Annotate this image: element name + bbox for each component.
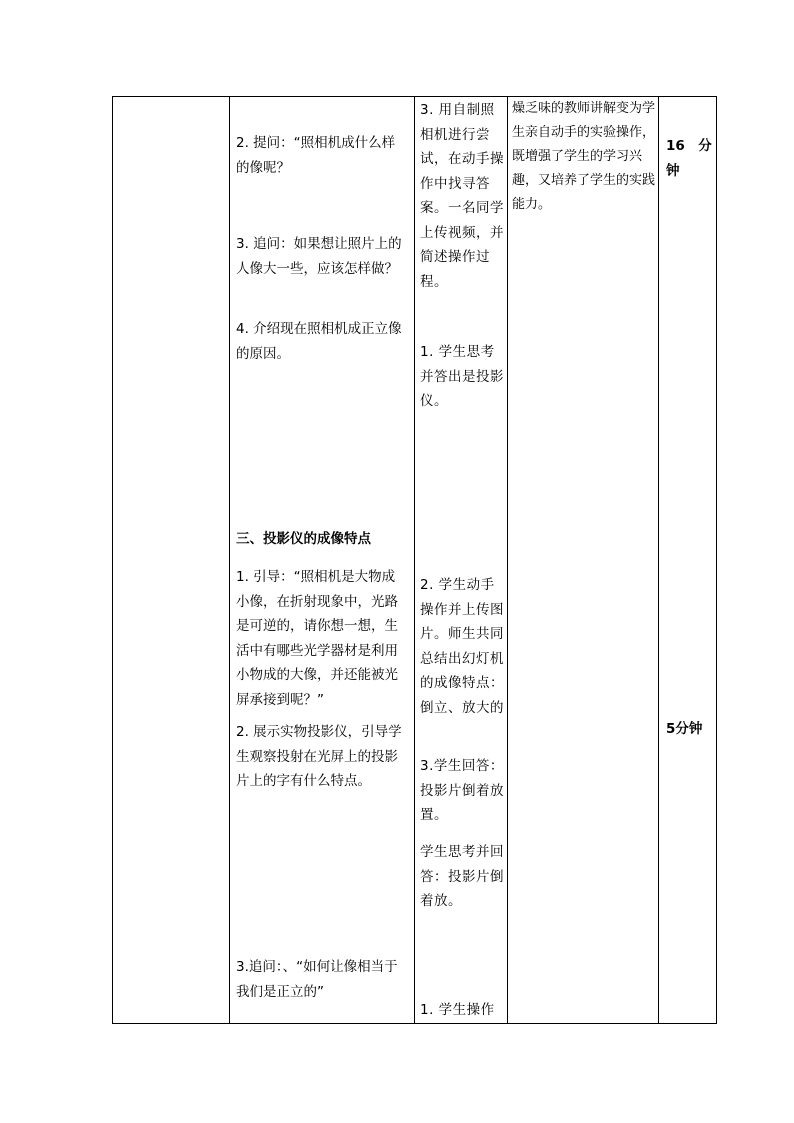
student-answer-camera: 3. 用自制照相机进行尝试，在动手操作中找寻答案。一名同学上传视频，并简述操作过程。	[420, 102, 504, 290]
table-cell-time	[659, 97, 717, 1024]
table-cell-stage	[113, 97, 230, 1024]
table-cell-design-intent	[508, 97, 659, 1024]
teacher-guide-2: 2. 展示实物投影仪，引导学生观察投射在光屏上的投影片上的字有什么特点。	[236, 724, 402, 789]
table-cell-teacher-activity	[230, 97, 415, 1024]
teacher-explanation-4: 4. 介绍现在照相机成正立像的原因。	[236, 321, 402, 362]
table-cell-student-activity	[415, 97, 508, 1024]
time-allocation-16: 16 分钟	[666, 138, 712, 179]
student-answer-projector: 1. 学生思考并答出是投影仪。	[420, 344, 504, 409]
design-intent-text: 燥乏味的教师讲解变为学生亲自动手的实验操作，既增强了学生的学习兴趣，又培养了学生的实践能力。	[512, 101, 656, 212]
student-operation-upload: 2. 学生动手操作并上传图片。师生共同总结出幻灯机的成像特点：倒立、放大的	[420, 577, 504, 716]
table-row	[113, 97, 717, 1024]
student-operation: 1. 学生操作	[420, 1002, 495, 1018]
teacher-guide-1: 1. 引导：“照相机是大物成小像，在折射现象中，光路是可逆的，请你想一想，生活中有哪些光学器材是利用小物成的大像，并还能被光屏承接到呢？”	[236, 569, 398, 708]
lesson-plan-table	[112, 96, 717, 1024]
section-title-projector: 三、投影仪的成像特点	[236, 531, 371, 547]
teacher-question-2: 2. 提问：“照相机成什么样的像呢？	[236, 135, 396, 176]
teacher-followup-3: 3.追问：、“如何让像相当于我们是正立的”	[236, 959, 398, 1000]
student-answer-inverted: 学生思考并回答：投影片倒着放。	[420, 844, 504, 909]
student-answer-placement: 3.学生回答：投影片倒着放置。	[420, 758, 504, 823]
time-allocation-5: 5分钟	[666, 721, 703, 737]
teacher-question-3: 3. 追问：如果想让照片上的人像大一些，应该怎样做？	[236, 236, 402, 277]
